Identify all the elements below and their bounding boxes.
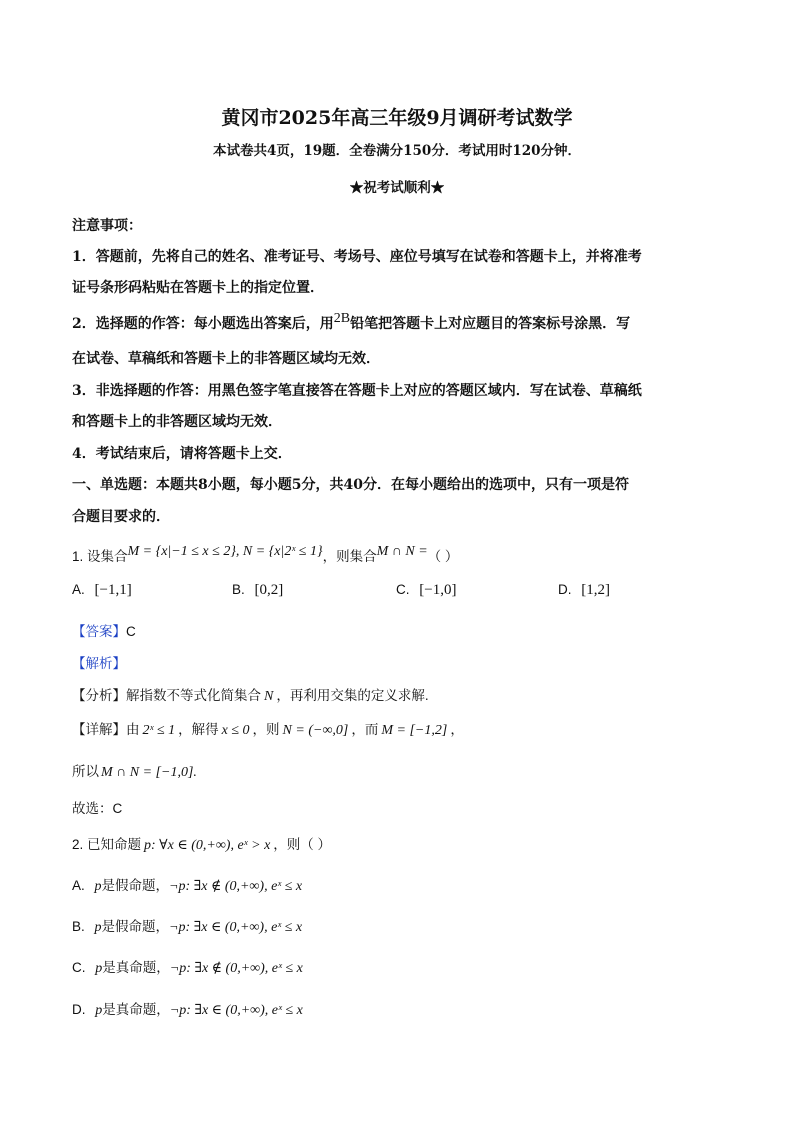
- question-1: [72, 545, 458, 566]
- option-label: A.: [72, 878, 85, 893]
- note-2-line-2: 在试卷、草稿纸和答题卡上的非答题区域均无效．: [72, 351, 380, 367]
- q1-answer-line: [72, 620, 136, 640]
- option-label: B.: [72, 919, 85, 934]
- note-2-text-a: 2．选择题的作答：每小题选出答案后，用: [72, 316, 334, 332]
- pencil-grade: 2B: [333, 311, 351, 326]
- q2-proposition: p: ∀x ∈ (0,+∞), eˣ > x: [144, 838, 271, 853]
- option-prop: p: [95, 961, 103, 976]
- q1-fenxi-line: [72, 684, 429, 705]
- fenxi-var: N: [264, 689, 274, 704]
- detail-text: ，则: [252, 722, 280, 737]
- option-verdict: 是假命题，: [101, 878, 170, 893]
- q1-paren: （ ）: [427, 549, 459, 564]
- option-value: [−1,1]: [94, 582, 132, 598]
- option-negation: ¬p: ∃x ∈ (0,+∞), eˣ ≤ x: [169, 920, 303, 935]
- option-verdict: 是真命题，: [102, 960, 170, 975]
- option-label: C.: [72, 960, 86, 975]
- note-1-line-2: 证号条形码粘贴在答题卡上的指定位置．: [72, 280, 324, 296]
- detail-math: N = (−∞,0]: [282, 723, 349, 738]
- q1-conclusion: [72, 760, 197, 781]
- conclusion-text: 所以: [72, 764, 99, 779]
- q1-middle: ，则集合: [322, 549, 377, 564]
- option-label: C.: [396, 582, 410, 597]
- q1-option-d: [558, 582, 610, 599]
- q2-option-a: [72, 874, 302, 895]
- q1-intersection: M ∩ N =: [376, 544, 428, 559]
- note-2-line-1: [72, 313, 630, 333]
- good-luck-line: ★祝考试顺利★: [349, 180, 445, 196]
- detail-math: M = [−1,2]: [381, 723, 448, 738]
- q1-prefix: 1. 设集合: [72, 549, 128, 564]
- option-label: A.: [72, 582, 85, 597]
- fenxi-text-b: ，再利用交集的定义求解.: [276, 688, 429, 703]
- option-value: [−1,0]: [419, 582, 457, 598]
- q2-prefix: 2. 已知命题: [72, 837, 142, 852]
- q2-suffix: ，则（ ）: [273, 837, 332, 852]
- detail-tag: 【详解】: [72, 722, 126, 737]
- option-verdict: 是真命题，: [102, 1002, 170, 1017]
- section-1-line-2: 合题目要求的．: [72, 509, 170, 525]
- detail-text: ，解得: [178, 722, 219, 737]
- q1-option-c: [396, 582, 456, 599]
- notes-heading: 注意事项：: [72, 218, 142, 234]
- detail-math: x ≤ 0: [221, 723, 250, 738]
- note-3-line-2: 和答题卡上的非答题区域均无效．: [72, 414, 282, 430]
- detail-text: ，: [450, 722, 464, 737]
- exam-info: 本试卷共4页，19题．全卷满分150分．考试用时120分钟．: [212, 143, 582, 159]
- q1-detail-line: [72, 718, 464, 739]
- page-title: 黄冈市2025年高三年级9月调研考试数学: [221, 107, 573, 129]
- fenxi-tag: 【分析】: [72, 688, 126, 703]
- note-1-line-1: 1．答题前，先将自己的姓名、准考证号、考场号、座位号填写在试卷和答题卡上，并将准考: [72, 249, 642, 265]
- detail-math: 2ˣ ≤ 1: [142, 723, 176, 738]
- question-2: [72, 833, 331, 854]
- section-1-line-1: 一、单选题：本题共8小题，每小题5分，共40分．在每小题给出的选项中，只有一项是符: [72, 477, 629, 493]
- option-prop: p: [94, 920, 102, 935]
- option-prop: p: [95, 1003, 103, 1018]
- option-negation: ¬p: ∃x ∈ (0,+∞), eˣ ≤ x: [169, 1003, 303, 1018]
- q2-option-b: [72, 915, 302, 936]
- detail-text: 由: [126, 722, 140, 737]
- note-4: 4．考试结束后，请将答题卡上交．: [72, 446, 292, 462]
- option-value: [1,2]: [581, 582, 611, 598]
- q1-choose: 故选：C: [72, 801, 123, 816]
- note-2-text-b: 铅笔把答题卡上对应题目的答案标号涂黑．写: [350, 316, 631, 332]
- option-label: D.: [72, 1002, 86, 1017]
- conclusion-math: M ∩ N = [−1,0].: [101, 765, 197, 780]
- q1-sets: M = {x|−1 ≤ x ≤ 2}, N = {x|2ˣ ≤ 1}: [127, 544, 323, 559]
- q2-option-d: [72, 998, 303, 1019]
- q1-option-b: [232, 582, 283, 599]
- option-verdict: 是假命题，: [101, 919, 170, 934]
- detail-text: ，而: [351, 722, 379, 737]
- fenxi-text-a: 解指数不等式化简集合: [126, 688, 261, 703]
- option-value: [0,2]: [254, 582, 284, 598]
- option-negation: ¬p: ∃x ∉ (0,+∞), eˣ ≤ x: [169, 961, 303, 976]
- q2-option-c: [72, 956, 303, 977]
- answer-value: C: [126, 624, 136, 639]
- answer-tag: 【答案】: [72, 624, 126, 639]
- option-prop: p: [94, 879, 102, 894]
- option-label: B.: [232, 582, 245, 597]
- note-3-line-1: 3．非选择题的作答：用黑色签字笔直接答在答题卡上对应的答题区域内．写在试卷、草稿纸: [72, 383, 642, 399]
- analysis-tag: 【解析】: [72, 656, 126, 671]
- option-negation: ¬p: ∃x ∉ (0,+∞), eˣ ≤ x: [169, 879, 303, 894]
- q1-option-a: [72, 582, 132, 599]
- option-label: D.: [558, 582, 572, 597]
